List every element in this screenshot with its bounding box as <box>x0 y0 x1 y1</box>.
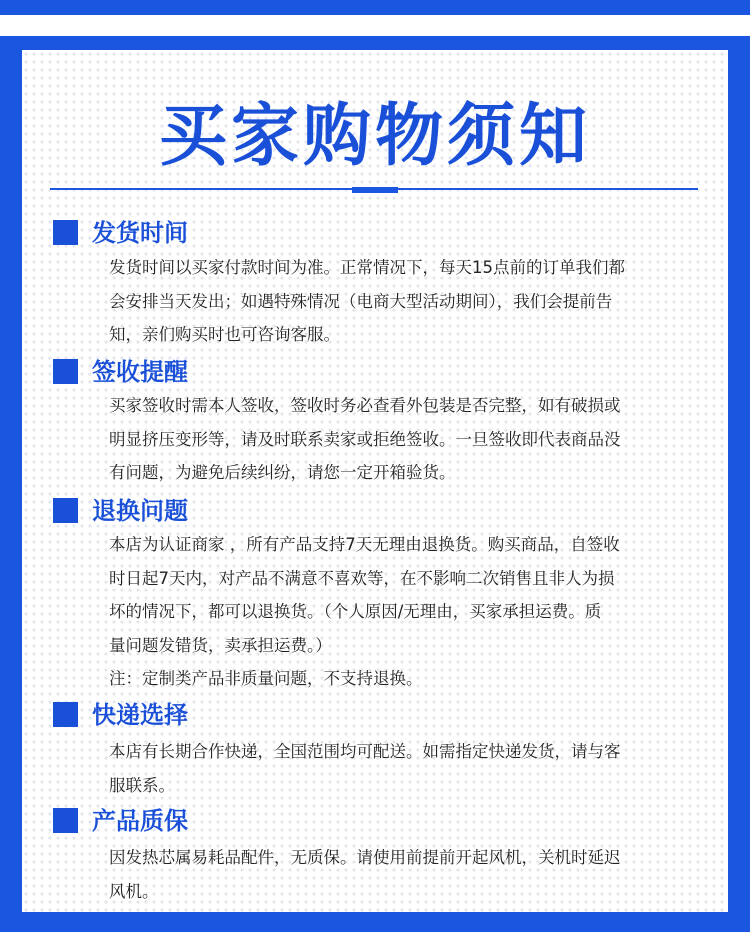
body-line: 本店为认证商家 ，所有产品支持7天无理由退换货。购买商品，自签收 <box>109 535 620 554</box>
square-bullet-icon <box>53 359 78 384</box>
body-line: 服联系。 <box>109 775 175 795</box>
section-body <box>109 841 689 908</box>
body-line: 风机。 <box>109 881 159 901</box>
square-bullet-icon <box>53 808 78 833</box>
square-bullet-icon <box>53 220 78 245</box>
body-line: 有问题，为避免后续纠纷，请您一定开箱验货。 <box>109 463 456 482</box>
square-bullet-icon <box>53 702 78 727</box>
body-line: 量问题发错货，卖承担运费。） <box>109 635 332 655</box>
body-line: 会安排当天发出；如遇特殊情况（电商大型活动期间），我们会提前告 <box>109 291 613 311</box>
section-heading: 发货时间 <box>92 219 188 247</box>
page-title: 买家购物须知 <box>158 97 591 176</box>
body-line: 发货时间以买家付款时间为准。正常情况下，每天15点前的订单我们都 <box>109 258 625 277</box>
body-line: 买家签收时需本人签收，签收时务必查看外包装是否完整，如有破损或 <box>109 396 621 415</box>
section-body <box>109 528 689 696</box>
body-line: 因发热芯属易耗品配件，无质保。请使用前提前开起风机，关机时延迟 <box>109 848 621 867</box>
section-body <box>109 389 689 490</box>
notice-panel <box>22 50 728 912</box>
notice-frame <box>0 36 750 932</box>
section-heading: 产品质保 <box>92 807 188 835</box>
body-line: 本店有长期合作快递，全国范围均可配送。如需指定快递发货，请与客 <box>109 742 621 761</box>
square-bullet-icon <box>53 498 78 523</box>
body-line: 坏的情况下，都可以退换货。（个人原因/无理由，买家承担运费。质 <box>109 602 602 621</box>
title-divider-accent <box>352 187 398 193</box>
body-line: 时日起7天内，对产品不满意不喜欢等，在不影响二次销售且非人为损 <box>109 568 615 588</box>
section-body <box>109 251 689 352</box>
section-heading: 退换问题 <box>92 497 188 525</box>
section-heading: 快递选择 <box>92 701 188 729</box>
top-band <box>0 0 750 15</box>
body-line: 知，亲们购买时也可咨询客服。 <box>109 325 340 344</box>
body-line: 明显挤压变形等，请及时联系卖家或拒绝签收。一旦签收即代表商品没 <box>109 429 621 449</box>
body-line: 注：定制类产品非质量问题，不支持退换。 <box>109 669 423 688</box>
section-body <box>109 735 689 802</box>
section-heading: 签收提醒 <box>92 358 188 386</box>
